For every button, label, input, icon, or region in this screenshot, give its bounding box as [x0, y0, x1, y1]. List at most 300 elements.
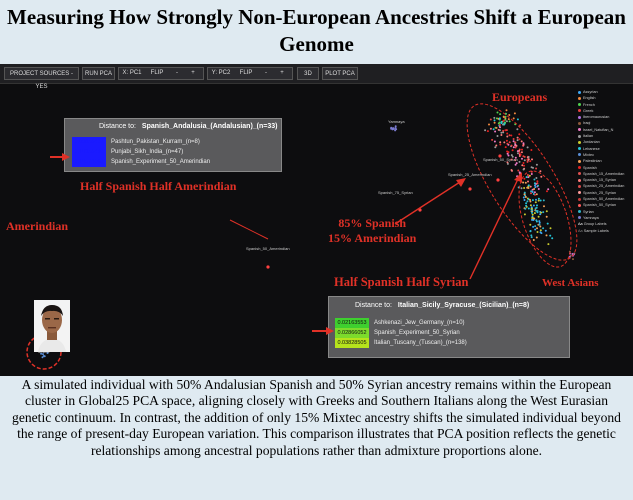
distance-title-prefix: Distance to:: [355, 302, 392, 309]
legend-label: Spanish_15_Syrian: [583, 178, 616, 183]
sample-point: [511, 145, 513, 147]
sample-point: [540, 229, 542, 231]
sample-point: [511, 154, 513, 156]
experiment-point[interactable]: [468, 187, 471, 190]
sample-point: [500, 132, 502, 134]
sample-point: [546, 190, 548, 192]
sample-point: [535, 219, 537, 221]
sample-point: [514, 112, 516, 114]
sample-point: [533, 218, 535, 220]
sample-point: [502, 130, 504, 132]
sample-point: [499, 126, 501, 128]
legend: [578, 89, 633, 234]
sample-point: [523, 162, 525, 164]
sample-point: [524, 208, 526, 210]
sample-point: [506, 140, 508, 142]
sample-point: [517, 118, 519, 120]
sample-point: [520, 154, 522, 156]
legend-marker: [578, 147, 581, 150]
legend-marker: [578, 103, 581, 106]
sample-point: [499, 141, 501, 143]
sample-point: [529, 224, 531, 226]
sample-point: [528, 158, 530, 160]
sample-point: [505, 146, 507, 148]
sample-point: [531, 208, 533, 210]
sample-point: [535, 210, 537, 212]
annotation-85-spanish: [328, 216, 416, 246]
sample-point: [493, 117, 495, 119]
sample-point: [494, 131, 496, 133]
distance-value: 0.10574063: [72, 157, 106, 167]
distance-value: 0.02866052: [335, 328, 369, 338]
sample-point: [535, 201, 537, 203]
x-axis-select[interactable]: X: PC1: [122, 70, 142, 76]
experiment-point[interactable]: [266, 265, 269, 268]
sample-point: [524, 193, 526, 195]
distance-panel-sicilian: [328, 296, 570, 358]
y-minus-button[interactable]: -: [265, 70, 267, 76]
sample-point: [531, 219, 533, 221]
sample-point: [542, 227, 544, 229]
sample-point: [529, 201, 531, 203]
sample-point: [515, 164, 517, 166]
sample-point: [499, 124, 501, 126]
sample-point: [494, 119, 496, 121]
sample-point: [534, 184, 536, 186]
sample-point: [539, 222, 541, 224]
sample-point: [539, 226, 541, 228]
sample-point: [542, 211, 544, 213]
sample-point: [524, 192, 526, 194]
legend-marker: [578, 128, 581, 131]
distance-title-prefix: Distance to:: [99, 123, 136, 130]
sample-point: [490, 119, 492, 121]
sample-point: [536, 193, 538, 195]
sample-point: [540, 231, 542, 233]
y-plus-button[interactable]: +: [280, 70, 284, 76]
sample-point: [395, 125, 397, 127]
sample-point: [494, 146, 496, 148]
sample-point: [516, 162, 518, 164]
sample-point: [539, 170, 541, 172]
legend-label: Spanish_25_Amerindian: [583, 184, 625, 189]
sample-point: [521, 164, 523, 166]
sample-point: [504, 129, 506, 131]
legend-marker: [578, 122, 581, 125]
run-pca-button[interactable]: RUN PCA: [82, 67, 115, 80]
sample-point: [518, 150, 520, 152]
sample-point: [537, 231, 539, 233]
sample-point: [522, 182, 524, 184]
label-spanish-50-amerindian: Spanish_50_Amerindian: [246, 246, 290, 251]
annotation-85-spanish-line2: 15% Amerindian: [328, 231, 417, 245]
sample-point: [497, 135, 499, 137]
sample-point: [534, 225, 536, 227]
sample-point: [533, 188, 535, 190]
caption: A simulated individual with 50% Andalusian Spanish and 50% Syrian ancestry remains within the European cluster in Global25 PCA space, aligning closely with Greeks and Southern Italians along the West Eurasian genetic continuum. In contrast, the addition of only 15% Mixtec ancestry shifts the simulated individual beyond the range of present-day European variation. This comparison illustrates that PCA position reflects the genetic relationships among ancestral populations rather than admixture proportions alone.: [12, 377, 621, 458]
legend-label: Spanish_25_Syrian: [583, 190, 616, 195]
distance-value: 0.02163553: [335, 318, 369, 328]
distance-label: Pashtun_Pakistan_Kurram_(n=8): [111, 139, 200, 145]
sample-point: [508, 114, 510, 116]
sample-point: [525, 202, 527, 204]
syria-arrow-head: [514, 172, 522, 182]
amerindian-arrow: [230, 220, 268, 239]
sample-point: [534, 229, 536, 231]
legend-label: Palestinian: [583, 159, 602, 164]
sample-point: [531, 236, 533, 238]
sample-point: [519, 161, 521, 163]
annotation-europeans: Europeans: [492, 90, 548, 104]
sample-point: [535, 199, 537, 201]
sample-point: [532, 214, 534, 216]
toolbar: [0, 64, 633, 90]
legend-label: Israel_Natufian_N: [583, 127, 614, 132]
sample-point: [506, 136, 508, 138]
experiment-point[interactable]: [496, 178, 499, 181]
sample-point: [523, 197, 525, 199]
legend-marker: [578, 210, 581, 213]
y-axis-select[interactable]: Y: PC2: [211, 70, 231, 76]
sample-point: [531, 158, 533, 160]
sample-point: [549, 235, 551, 237]
sample-point: [499, 129, 501, 131]
sample-point: [491, 139, 493, 141]
sample-point: [534, 186, 536, 188]
sample-point: [523, 187, 525, 189]
sample-point: [523, 165, 525, 167]
sample-point: [530, 186, 532, 188]
sample-point: [540, 200, 542, 202]
sample-point: [509, 141, 511, 143]
sample-point: [507, 153, 509, 155]
sample-point: [504, 122, 506, 124]
sample-point: [534, 212, 536, 214]
legend-marker: [578, 179, 581, 182]
legend-prefix: Aa: [578, 222, 584, 227]
sample-point: [517, 139, 519, 141]
sample-point: [533, 193, 535, 195]
sample-point: [512, 149, 514, 151]
page-title: Measuring How Strongly Non-European Ancestries Shift a European Genome: [7, 5, 626, 56]
sample-point: [528, 184, 530, 186]
legend-item[interactable]: [578, 228, 633, 234]
amerindian-portrait: [34, 300, 70, 352]
sample-point: [519, 124, 521, 126]
sample-point: [502, 124, 504, 126]
sample-point: [513, 138, 515, 140]
legend-label: Mixtec: [583, 152, 594, 157]
syria-arrow: [470, 179, 518, 279]
x-minus-button[interactable]: -: [176, 70, 178, 76]
sample-point: [44, 355, 46, 357]
sample-point: [536, 164, 538, 166]
sample-point: [536, 180, 538, 182]
annotation-amerindian: Amerindian: [6, 219, 69, 233]
legend-marker: [578, 160, 581, 163]
legend-label: Spanish_50_Syrian: [583, 203, 616, 208]
distance-label: Italian_Tuscany_(Tuscan)_(n=138): [374, 340, 467, 346]
sample-point: [509, 134, 511, 136]
legend-label: Sample Labels: [583, 228, 609, 233]
sample-point: [496, 127, 498, 129]
sample-point: [514, 141, 516, 143]
legend-label: Spanish: [583, 165, 597, 170]
sample-point: [390, 127, 392, 129]
sample-point: [517, 152, 519, 154]
distance-title-target: Spanish_Andalusia_(Andalusian)_(n=33): [141, 123, 278, 130]
sample-point: [521, 151, 523, 153]
sample-point: [546, 210, 548, 212]
sample-point: [488, 124, 490, 126]
sample-point: [516, 128, 518, 130]
legend-label: Spanish_50_Amerindian: [583, 197, 625, 202]
distance-value: 0.10356480: [72, 147, 106, 157]
legend-label: Iraqi: [583, 121, 591, 126]
sample-point: [543, 205, 545, 207]
legend-label: Italian: [583, 134, 594, 139]
sample-point: [533, 205, 535, 207]
legend-label: Group Labels: [583, 222, 607, 227]
sample-point: [536, 204, 538, 206]
sample-point: [540, 176, 542, 178]
legend-prefix: Aa: [578, 228, 584, 233]
sample-point: [496, 117, 498, 119]
sample-point: [513, 140, 515, 142]
sample-point: [527, 146, 529, 148]
sample-point: [508, 118, 510, 120]
sample-point: [528, 156, 530, 158]
sample-point: [493, 128, 495, 130]
sample-point: [534, 182, 536, 184]
legend-label: Iberomaurusian: [583, 115, 610, 120]
sample-point: [524, 159, 526, 161]
legend-marker: [578, 135, 581, 138]
legend-marker: [578, 141, 581, 144]
sample-point: [523, 169, 525, 171]
legend-label: Greek: [583, 108, 594, 113]
sample-point: [527, 174, 529, 176]
sample-point: [506, 133, 508, 135]
sample-point: [530, 204, 532, 206]
legend-marker: [578, 185, 581, 188]
sample-point: [503, 141, 505, 143]
sample-point: [546, 234, 548, 236]
sample-point: [529, 230, 531, 232]
sample-point: [531, 166, 533, 168]
sample-point: [393, 127, 395, 129]
sample-point: [510, 135, 512, 137]
sample-point: [535, 207, 537, 209]
sample-point: [503, 120, 505, 122]
sample-point: [531, 173, 533, 175]
sample-point: [506, 151, 508, 153]
legend-label: English: [583, 96, 596, 101]
sample-point: [539, 224, 541, 226]
sample-point: [514, 144, 516, 146]
distance-value: 0.09856493: [72, 137, 106, 147]
sample-point: [547, 188, 549, 190]
sample-point: [517, 137, 519, 139]
sample-point: [529, 175, 531, 177]
sample-point: [495, 145, 497, 147]
sample-point: [497, 112, 499, 114]
distance-value: 0.03828505: [335, 338, 369, 348]
sample-point: [526, 200, 528, 202]
sample-point: [530, 192, 532, 194]
sample-point: [547, 243, 549, 245]
3d-button[interactable]: 3D: [297, 67, 319, 80]
sample-point: [503, 116, 505, 118]
legend-label: Jordanian: [583, 140, 600, 145]
sample-point: [513, 117, 515, 119]
sample-point: [535, 168, 537, 170]
sample-point: [536, 182, 538, 184]
distance-label: Spanish_Experiment_50_Syrian: [374, 330, 460, 336]
sample-point: [523, 178, 525, 180]
sample-point: [521, 187, 523, 189]
distance-label: Punjabi_Sikh_India_(n=47): [111, 149, 184, 155]
sample-point: [545, 230, 547, 232]
sample-point: [546, 216, 548, 218]
sample-point: [529, 160, 531, 162]
sample-point: [528, 208, 530, 210]
sample-point: [532, 191, 534, 193]
label-spanish-25-amerindian: Spanish_25_Amerindian: [448, 172, 492, 177]
sample-point: [42, 356, 44, 358]
sample-point: [532, 226, 534, 228]
sample-point: [536, 237, 538, 239]
sample-point: [522, 155, 524, 157]
arrow-to-experiment-amerindian: [50, 152, 70, 162]
sample-point: [513, 146, 515, 148]
sample-point: [521, 149, 523, 151]
sample-point: [530, 149, 532, 151]
legend-marker: [578, 116, 581, 119]
sample-point: [538, 216, 540, 218]
sample-point: [537, 185, 539, 187]
legend-marker: [578, 153, 581, 156]
sample-point: [524, 213, 526, 215]
sample-point: [506, 120, 508, 122]
plot-pca-button[interactable]: PLOT PCA: [322, 67, 358, 80]
legend-marker: [578, 97, 581, 100]
distance-title-target: Italian_Sicily_Syracuse_(Sicilian)_(n=8): [397, 302, 530, 309]
sample-point: [506, 109, 508, 111]
x-plus-button[interactable]: +: [191, 70, 195, 76]
sample-point: [572, 258, 574, 260]
sample-point: [550, 227, 552, 229]
sample-point: [534, 191, 536, 193]
distance-panel-andalusian: [64, 118, 282, 172]
legend-label: Spanish_15_Amerindian: [583, 171, 625, 176]
sample-point: [499, 144, 501, 146]
sample-point: [536, 227, 538, 229]
sample-point: [535, 177, 537, 179]
sample-point: [517, 170, 519, 172]
sample-point: [484, 129, 486, 131]
sample-point: [527, 181, 529, 183]
x-flip-button[interactable]: FLIP: [150, 70, 164, 76]
sample-point: [500, 134, 502, 136]
sample-point: [525, 205, 527, 207]
legend-label: Yamnaya: [583, 215, 599, 220]
legend-label: Assyrian: [583, 90, 598, 94]
pca-viewer: [0, 64, 633, 376]
legend-marker: [578, 191, 581, 194]
sample-point: [509, 120, 511, 122]
distance-label: Spanish_Experiment_50_Amerindian: [111, 159, 211, 165]
annotation-west-asians: West Asians: [542, 277, 599, 289]
sample-point: [526, 176, 528, 178]
sample-point: [540, 212, 542, 214]
annotation-85-spanish-line1: 85% Spanish: [338, 216, 407, 230]
sample-point: [527, 161, 529, 163]
label-spanish-75-syrian: Spanish_75_Syrian: [378, 190, 413, 195]
project-sources-button[interactable]: PROJECT SOURCES - YES: [4, 67, 79, 80]
distance-label: Ashkenazi_Jew_Germany_(n=10): [374, 320, 465, 326]
sample-point: [530, 234, 532, 236]
legend-marker: [578, 91, 581, 94]
legend-marker: [578, 166, 581, 169]
sample-point: [531, 217, 533, 219]
y-flip-button[interactable]: FLIP: [239, 70, 253, 76]
sample-point: [487, 130, 489, 132]
sample-point: [499, 113, 501, 115]
sample-point: [507, 163, 509, 165]
legend-label: Syrian: [583, 209, 594, 214]
sample-point: [539, 213, 541, 215]
annotation-half-spanish-half-syrian: Half Spanish Half Syrian: [334, 275, 469, 289]
sample-point: [533, 239, 535, 241]
sample-point: [506, 143, 508, 145]
sample-point: [395, 127, 397, 129]
sample-point: [490, 128, 492, 130]
sample-point: [494, 141, 496, 143]
legend-label: Lebanese: [583, 146, 600, 151]
sample-point: [525, 196, 527, 198]
y-axis-group: [207, 67, 293, 80]
sample-point: [538, 188, 540, 190]
sample-point: [521, 140, 523, 142]
sample-point: [538, 220, 540, 222]
sample-point: [521, 158, 523, 160]
sample-point: [551, 237, 553, 239]
legend-label: French: [583, 102, 595, 107]
sample-point: [532, 199, 534, 201]
sample-point: [518, 133, 520, 135]
arrow-to-experiment-syrian: [312, 326, 334, 336]
legend-marker: [578, 172, 581, 175]
legend-marker: [578, 198, 581, 201]
sample-point: [494, 122, 496, 124]
sample-point: [511, 170, 513, 172]
sample-point: [523, 142, 525, 144]
x-axis-group: [118, 67, 204, 80]
sample-point: [533, 179, 535, 181]
sample-point: [531, 212, 533, 214]
sample-point: [538, 198, 540, 200]
sample-point: [519, 152, 521, 154]
sample-point: [547, 223, 549, 225]
sample-point: [538, 200, 540, 202]
europe-arrow-head: [456, 178, 466, 187]
sample-point: [519, 138, 521, 140]
legend-marker: [578, 216, 581, 219]
sample-point: [505, 116, 507, 118]
sample-point: [525, 182, 527, 184]
label-yamnaya: Yamnaya: [388, 119, 405, 124]
